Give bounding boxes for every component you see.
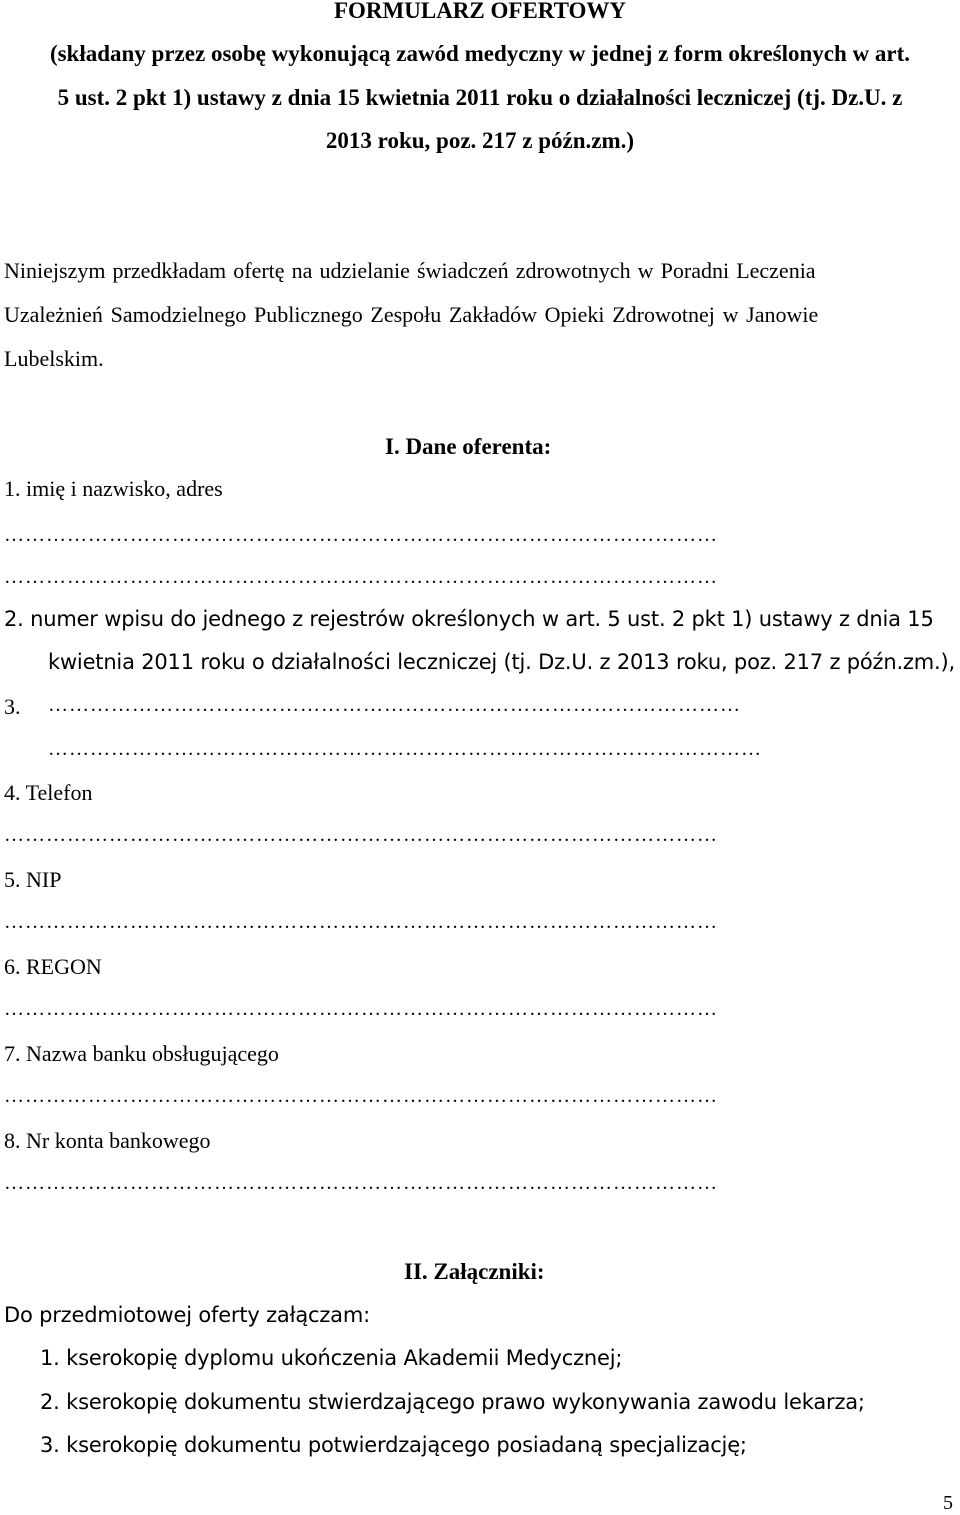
field-3-label: 3. — [4, 694, 21, 719]
page-number: 5 — [943, 1492, 953, 1514]
field-5-label: 5. NIP — [4, 867, 62, 892]
attachments-lead: Do przedmiotowej oferty załączam: — [4, 1303, 370, 1327]
attachment-item-1: 1. kserokopię dyplomu ukończenia Akademii Medycznej; — [40, 1346, 623, 1370]
intro-line-2: Uzależnień Samodzielnego Publicznego Zespołu Zakładów Opieki Zdrowotnej w Janowie — [4, 302, 819, 327]
field-6-line[interactable]: ………………………………………………………………………………………… — [4, 998, 718, 1020]
field-8-line[interactable]: ………………………………………………………………………………………… — [4, 1172, 718, 1194]
field-1-line-a[interactable]: ………………………………………………………………………………………… — [4, 524, 718, 546]
attachment-item-2: 2. kserokopię dokumentu stwierdzającego prawo wykonywania zawodu lekarza; — [40, 1390, 865, 1414]
intro-line-1: Niniejszym przedkładam ofertę na udzielanie świadczeń zdrowotnych w Poradni Leczenia — [4, 258, 816, 283]
title-subline-1: (składany przez osobę wykonującą zawód medyczny w jednej z form określonych w art. — [49, 41, 911, 66]
field-3-line-b[interactable]: ………………………………………………………………………………………… — [48, 738, 762, 760]
title-subline-3: 2013 roku, poz. 217 z późn.zm.) — [325, 128, 635, 153]
field-1-line-b[interactable]: ………………………………………………………………………………………… — [4, 566, 718, 588]
intro-line-3: Lubelskim. — [4, 346, 104, 371]
form-title: FORMULARZ OFERTOWY — [333, 0, 627, 23]
title-subline-2: 5 ust. 2 pkt 1) ustawy z dnia 15 kwietnia 2011 roku o działalności leczniczej (tj. Dz.U. z — [57, 85, 903, 110]
field-7-line[interactable]: ………………………………………………………………………………………… — [4, 1085, 718, 1107]
field-2-label-line-1: 2. numer wpisu do jednego z rejestrów określonych w art. 5 ust. 2 pkt 1) ustawy z dnia 15 — [4, 607, 934, 631]
section-2-heading: II. Załączniki: — [404, 1259, 545, 1284]
field-8-label: 8. Nr konta bankowego — [4, 1128, 211, 1153]
field-4-line[interactable]: ………………………………………………………………………………………… — [4, 824, 718, 846]
field-4-label: 4. Telefon — [4, 780, 93, 805]
attachment-item-3: 3. kserokopię dokumentu potwierdzającego posiadaną specjalizację; — [40, 1433, 747, 1457]
field-3-line-a[interactable]: ……………………………………………………………………………………… — [48, 694, 741, 716]
field-7-label: 7. Nazwa banku obsługującego — [4, 1041, 279, 1066]
field-5-line[interactable]: ………………………………………………………………………………………… — [4, 911, 718, 933]
field-6-label: 6. REGON — [4, 954, 102, 979]
section-1-heading: I. Dane oferenta: — [385, 434, 552, 459]
field-2-label-line-2: kwietnia 2011 roku o działalności leczniczej (tj. Dz.U. z 2013 roku, poz. 217 z późn.zm.), — [48, 650, 955, 674]
field-1-label: 1. imię i nazwisko, adres — [4, 476, 223, 501]
